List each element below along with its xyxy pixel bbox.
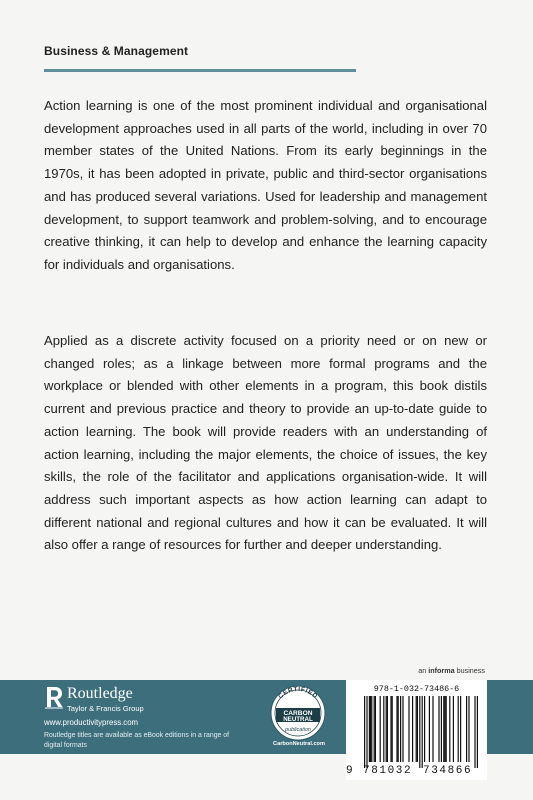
barcode-bar [398,696,399,762]
barcode-bar [396,696,397,762]
barcode-bar [443,696,444,762]
barcode-bar [400,696,401,762]
barcode-bar [466,696,467,762]
barcode-bar [371,696,372,762]
barcode-bar [419,696,420,768]
barcode-bar [424,696,425,762]
barcode-bar [383,696,384,762]
barcode-bars [352,696,481,768]
barcode-bar [474,696,475,768]
barcode-bar [446,696,447,762]
seal-sub-text: publication [285,727,311,733]
seal-top-text: CERTIFIED [277,685,319,701]
barcode-bar [390,696,391,762]
informa-imprint [418,666,485,675]
barcode-bar [375,696,376,762]
barcode-bar [374,696,375,762]
barcode-bar [468,696,469,762]
barcode-bar [408,696,409,762]
barcode-bar [438,696,439,762]
barcode-bar [458,696,459,762]
seal-main-line-2: NEUTRAL [283,716,313,723]
barcode-bar [366,696,367,768]
publisher-group: Taylor & Francis Group [67,704,144,713]
barcode-bar [369,696,370,762]
barcode-bar [441,696,442,762]
informa-suffix: business [454,666,485,675]
barcode-bar [444,696,445,762]
barcode-bar [417,696,418,762]
barcode-bar [432,696,433,762]
ean-digits [346,766,487,778]
ean-first-digit: 9 [346,765,353,777]
barcode-bar [460,696,461,762]
header-rule [44,69,356,72]
barcode-bar [477,696,478,768]
barcode-bar [387,696,388,762]
seal-main-line-1: CARBON [283,710,313,717]
ean-right-digits: 734866 [423,765,473,777]
seal-url: CarbonNeutral.com [273,741,325,747]
publisher-name: Routledge [67,685,133,702]
ebook-note: Routledge titles are available as eBook editions in a range of digital formats [44,732,230,749]
barcode-bar [364,696,365,768]
barcode-bar [449,696,450,762]
barcode-bar [412,696,413,762]
isbn-text: 978-1-032-73486-6 [373,684,460,694]
barcode-box [346,680,487,780]
publisher-website: www.productivitypress.com [44,718,139,727]
barcode-bar [402,696,403,762]
blurb-paragraph-1: Action learning is one of the most prominent individual and organisational development approaches used in all parts of the world, including in over 70 member states of the United Nations. From its early beginnings in the 1970s, it has been adopted in private, public and third-sector organisations and has produced several variations. Used for leadership and management development, to support teamwork and problem-solving, and to encourage creative thinking, it can help to develop and enhance the learning capacity for individuals and organisations. [44,98,487,272]
barcode-bar [453,696,454,762]
routledge-r-icon [44,685,64,709]
informa-prefix: an [418,666,429,675]
informa-brand: informa [428,666,455,675]
barcode-bar [422,696,423,768]
barcode-bar [429,696,430,762]
barcode-bar [370,696,371,762]
blurb-paragraph-2: Applied as a discrete activity focused on a priority need or on new or changed roles; as a linkage between more formal programs and the workplace or blended with other elements in a program, this book distils current and previous practice and theory to provide an up-to-date guide to action learning. The book will provide readers with an understanding of action learning, including the major elements, the choice of issues, the key skills, the role of the facilitator and applications organisation-wide. It will address such important aspects as how action learning can adapt to different national and regional cultures and how it can be evaluated. It will also offer a range of resources for further and deeper understanding. [44,333,487,553]
barcode-bar [392,696,393,762]
barcode-bar [416,696,417,762]
ean-left-digits: 781032 [363,765,413,777]
barcode-bar [386,696,387,762]
barcode-bar [380,696,381,762]
category-label: Business & Management [44,44,189,58]
